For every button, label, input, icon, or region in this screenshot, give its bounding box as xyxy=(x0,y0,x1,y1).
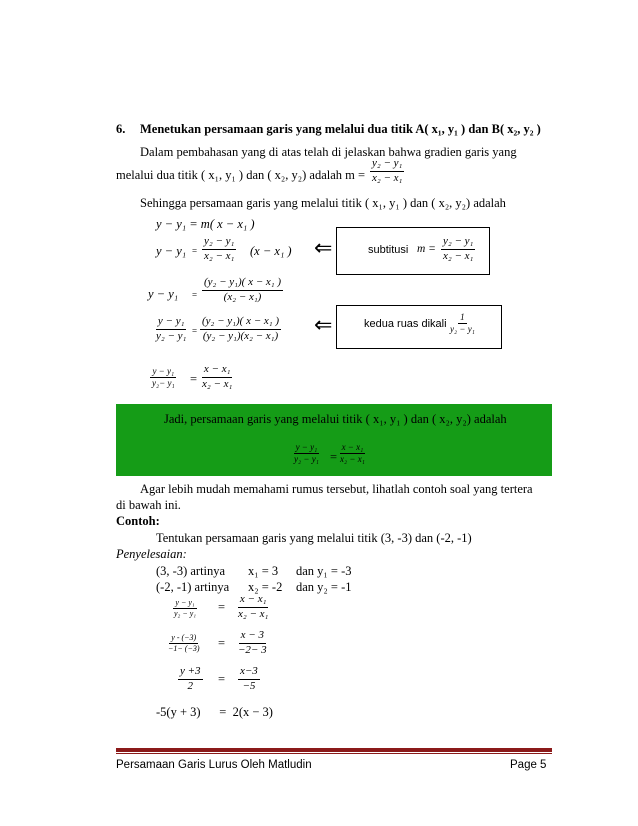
frac-den: 2 xyxy=(187,679,194,692)
frac-den: y₂ − y₁ xyxy=(156,329,187,342)
frac-num: y₂ − y₁ xyxy=(441,236,475,250)
frac-num: x−3 xyxy=(238,666,260,680)
derivation-row-3-frac xyxy=(202,277,283,303)
point-2-x: x₂ = -2 xyxy=(248,580,283,594)
frac-den: (y₂ − y₁)(x₂ − x₁) xyxy=(202,329,279,342)
point-1-x: x₁ = 3 xyxy=(248,564,279,578)
step-2-rhs xyxy=(236,630,269,656)
derivation-row-4-eq: = xyxy=(192,326,198,336)
footer-title: Persamaan Garis Lurus Oleh Matludin xyxy=(116,759,312,771)
frac-num: x − x₁ xyxy=(340,443,366,454)
derivation-row-2-lhs: y − y₁ xyxy=(156,244,187,258)
frac-den: x₂ − x₁ xyxy=(204,249,235,262)
footer-rule-thin xyxy=(116,753,552,754)
gradient-denominator: x₂ − x₁ xyxy=(372,171,403,184)
derivation-row-5-lhs xyxy=(150,367,177,389)
intro-line-3: Sehingga persamaan garis yang melalui titik ( x₁, y₁ ) dan ( x₂, y₂) adalah xyxy=(140,196,506,210)
frac-den: x₂ − x₁ xyxy=(443,249,474,262)
step-1-rhs xyxy=(236,594,270,620)
frac-den: x₂ − x₁ xyxy=(238,607,269,620)
frac-num: x − x₁ xyxy=(202,364,233,378)
frac-num: 1 xyxy=(458,313,467,324)
conclusion-eq: = xyxy=(330,450,338,464)
example-title: Contoh: xyxy=(116,514,160,528)
point-1-y: dan y₁ = -3 xyxy=(296,564,352,578)
frac-den: −1− (−3) xyxy=(168,644,200,654)
page-number: Page 5 xyxy=(510,759,547,771)
substitution-label: subtitusi xyxy=(368,244,409,256)
frac-den: x₂ − x₁ xyxy=(340,454,365,465)
frac-num: (y₂ − y₁)( x − x₁ ) xyxy=(200,316,281,330)
frac-den: −5 xyxy=(242,679,256,692)
intro-line-1: Dalam pembahasan yang di atas telah di jelaskan bahwa gradien garis yang xyxy=(140,145,517,159)
derivation-row-1: y − y₁ = m( x − x₁ ) xyxy=(156,217,255,231)
after-line-2: di bawah ini. xyxy=(116,498,181,512)
step-3-rhs xyxy=(238,666,260,692)
step-2-lhs xyxy=(166,634,202,654)
after-line-1: Agar lebih mudah memahami rumus tersebut, lihatlah contoh soal yang tertera xyxy=(140,482,533,496)
frac-num: (y₂ − y₁)( x − x₁ ) xyxy=(202,277,283,291)
derivation-row-5-rhs xyxy=(200,364,234,390)
frac-num: y − y₁ xyxy=(294,443,320,454)
frac-num: y − y₁ xyxy=(173,599,196,609)
step-1-eq: = xyxy=(218,600,226,614)
frac-num: x − 3 xyxy=(239,630,266,644)
frac-den: (x₂ − x₁) xyxy=(223,290,262,303)
gradient-numerator: y₂ − y₁ xyxy=(370,158,404,172)
final-equation: -5(y + 3) = 2(x − 3) xyxy=(156,705,273,719)
substitution-m: m = xyxy=(417,243,436,255)
point-1-label: (3, -3) artinya xyxy=(156,564,226,578)
derivation-row-4-lhs xyxy=(154,316,188,342)
section-heading: Menetukan persamaan garis yang melalui dua titik A( x₁, y₁ ) dan B( x₂, y₂ ) xyxy=(140,122,541,136)
frac-num: y - (−3) xyxy=(169,634,198,644)
frac-den: y₂ − y₁ xyxy=(174,609,197,619)
conclusion-text: Jadi, persamaan garis yang melalui titik ( x₁, y₁ ) dan ( x₂, y₂) adalah xyxy=(164,412,507,426)
implies-left-arrow-icon: ⇐ xyxy=(314,236,333,261)
conclusion-lhs xyxy=(292,443,321,465)
frac-den: y₂ − y₁ xyxy=(294,454,319,465)
frac-num: y − y₁ xyxy=(150,367,176,378)
point-2-y: dan y₂ = -1 xyxy=(296,580,352,594)
frac-num: y₂ − y₁ xyxy=(202,236,236,250)
derivation-row-5-eq: = xyxy=(190,372,198,386)
gradient-formula xyxy=(370,158,404,184)
conclusion-rhs xyxy=(338,443,367,465)
derivation-row-2-eq: = xyxy=(192,246,198,256)
substitution-frac xyxy=(441,236,475,262)
frac-den: x₂ − x₁ xyxy=(202,377,233,390)
step-2-eq: = xyxy=(218,636,226,650)
derivation-row-3-lhs: y − y₁ xyxy=(148,287,179,301)
section-number: 6. xyxy=(116,122,126,136)
multiply-frac xyxy=(448,313,477,335)
example-question: Tentukan persamaan garis yang melalui titik (3, -3) dan (-2, -1) xyxy=(156,531,472,545)
step-3-eq: = xyxy=(218,672,226,686)
derivation-row-2-tail: (x − x₁ ) xyxy=(250,244,292,258)
frac-den: y₂ − y₁ xyxy=(450,324,475,335)
derivation-row-2-frac xyxy=(202,236,236,262)
derivation-row-3-eq: = xyxy=(192,290,198,300)
frac-num: y − y₁ xyxy=(156,316,187,330)
solution-label: Penyelesaian: xyxy=(116,547,187,561)
frac-num: y +3 xyxy=(178,666,203,680)
frac-num: x − x₁ xyxy=(238,594,269,608)
implies-left-arrow-icon: ⇐ xyxy=(314,313,333,338)
step-1-lhs xyxy=(172,599,198,619)
frac-den: y₂− y₁ xyxy=(152,378,175,389)
multiply-label: kedua ruas dikali xyxy=(364,318,447,330)
point-2-label: (-2, -1) artinya xyxy=(156,580,230,594)
intro-line-2: melalui dua titik ( x₁, y₁ ) dan ( x₂, y₂) adalah m = xyxy=(116,168,366,182)
footer-rule xyxy=(116,748,552,752)
frac-den: −2− 3 xyxy=(238,643,267,656)
step-3-lhs xyxy=(178,666,203,692)
derivation-row-4-frac xyxy=(200,316,281,342)
